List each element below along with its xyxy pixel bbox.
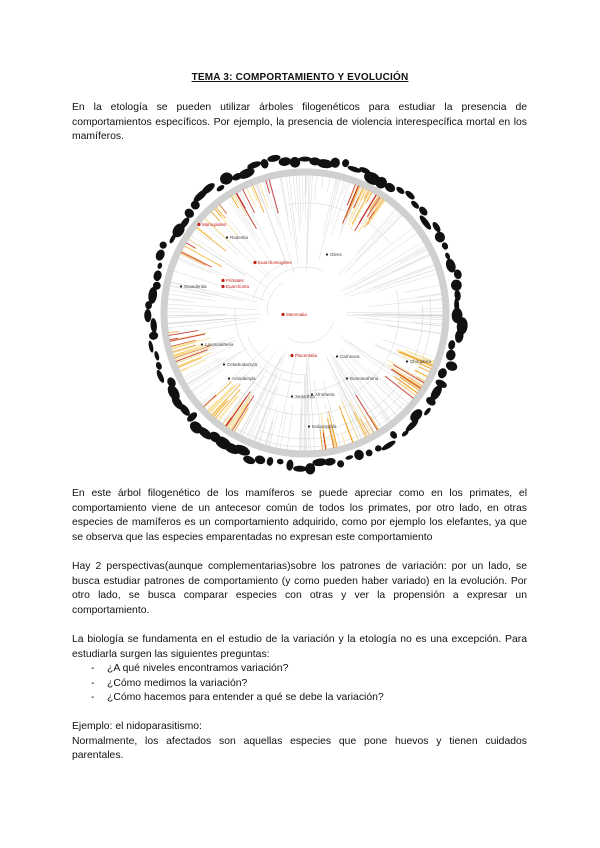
clade-node: [291, 395, 293, 397]
tree-branch: [413, 300, 442, 303]
clade-labels: [180, 222, 432, 429]
tree-branch: [373, 266, 435, 288]
violence-mark: [181, 253, 207, 265]
tree-branch: [332, 359, 375, 432]
clade-node: [201, 343, 203, 345]
tree-branch: [293, 176, 296, 212]
example-block: [72, 720, 527, 764]
tree-branch: [281, 177, 288, 217]
violence-mark: [168, 331, 178, 333]
clade-label-gray: Afrotheria: [315, 392, 335, 397]
clade-label-gray: Glires: [330, 252, 342, 257]
tree-branch: [368, 392, 391, 421]
tree-branch: [168, 299, 186, 301]
violence-mark: [371, 418, 378, 430]
animal-silhouette-icon: [410, 199, 421, 210]
tree-branch: [404, 265, 434, 276]
tree-arc: [289, 322, 333, 343]
phylogenetic-tree-figure: [140, 148, 470, 478]
animal-silhouette-icon: [312, 458, 328, 467]
clade-node: [226, 236, 228, 238]
clade-node: [326, 253, 328, 255]
animal-silhouette-icon: [431, 221, 442, 234]
animal-silhouette-icon: [166, 376, 178, 389]
tree-branch: [303, 175, 304, 211]
violence-mark: [181, 252, 212, 267]
phylogenetic-tree-svg: [140, 148, 470, 478]
questions-list: [91, 662, 384, 706]
animal-silhouette-icon: [276, 458, 284, 464]
bullet-dash: -: [91, 692, 95, 704]
violence-mark: [415, 370, 427, 376]
list-item: [91, 677, 384, 692]
tree-branch: [188, 239, 246, 276]
tree-branch: [167, 318, 234, 323]
violence-mark: [247, 188, 256, 207]
tree-branch: [341, 242, 424, 292]
violence-mark: [219, 205, 224, 212]
clade-node: [253, 261, 256, 264]
clade-label-gray: Chiroptera: [410, 359, 432, 364]
tree-branch: [265, 181, 279, 227]
animal-silhouette-icon: [254, 454, 267, 465]
animal-silhouette-icon: [365, 448, 374, 457]
paragraph-variation: La biología se fundamenta en el estudio de la variación y la etología no es una excepción. Para estudiarla surgen las siguientes preguntas:: [72, 634, 527, 660]
example-heading: Ejemplo: el nidoparasitismo:: [72, 721, 202, 732]
question-text: ¿Cómo medimos la variación?: [107, 677, 248, 689]
tree-branch: [421, 309, 443, 310]
question-text: ¿Cómo hacemos para entender a qué se debe la variación?: [107, 692, 384, 704]
clade-label-gray: Boreoeutheria: [350, 376, 379, 381]
page-title: TEMA 3: COMPORTAMIENTO Y EVOLUCIÓN: [191, 72, 409, 83]
animal-silhouette-icon: [154, 248, 166, 262]
animal-silhouette-icon: [153, 351, 160, 362]
tree-branch: [167, 320, 224, 325]
tree-branch: [306, 375, 307, 451]
animal-silhouette-icon: [293, 465, 307, 472]
animal-silhouette-icon: [152, 269, 162, 281]
clade-label-gray: Carnivora: [340, 354, 360, 359]
clade-label-gray: Scandentia: [184, 284, 207, 289]
clade-label-red: Primates: [226, 278, 244, 283]
tree-branch: [335, 179, 337, 188]
animal-silhouette-icon: [353, 448, 366, 461]
tree-branch: [323, 179, 336, 237]
tree-branch: [372, 212, 399, 241]
clade-label-red: Mammalia: [286, 312, 307, 317]
paragraph-perspectives: Hay 2 perspectivas(aunque complementarias)sobre los patrones de variación: por un lado, se busca estudiar patrones de comportamiento (y como pueden haber variado) en la evolución. Por otro lado, se busca comparar especies con otras y ver la propensión a expresar un comportamiento.: [72, 561, 527, 616]
tree-branch: [351, 356, 406, 407]
tree-arc: [267, 282, 283, 314]
animal-silhouette-icon: [155, 361, 163, 370]
tree-branch: [257, 184, 261, 196]
tree-branch: [300, 408, 302, 451]
tree-branch: [342, 181, 346, 195]
tree-branch: [346, 312, 443, 313]
animal-silhouette-icon: [157, 262, 163, 269]
tree-branch: [280, 177, 291, 238]
tree-branch: [257, 184, 285, 259]
paragraph-tree-explanation: En este árbol filogenético de los mamíferos se puede apreciar como en los primates, el comportamiento viene de un antecesor común de todos los primates, por otro lado, en otras especies de mamíferos es un comportamiento adquirido, como por ejemplo los elefantes, ya que se observa que las especies emparentadas no expresan este comportamiento: [72, 488, 527, 543]
tree-branch: [276, 352, 297, 448]
tree-branch: [351, 383, 381, 428]
clade-node: [180, 285, 182, 287]
tree-arc: [253, 262, 288, 299]
list-item: [91, 662, 384, 677]
animal-silhouette-icon: [150, 318, 158, 333]
bullet-dash: -: [91, 677, 95, 689]
tree-branch: [167, 309, 193, 310]
tree-branch: [269, 434, 272, 446]
tree-branch: [201, 393, 213, 404]
clade-label-gray: Eulipotyphla: [312, 424, 337, 429]
clade-label-red: Euarchonta: [226, 284, 250, 289]
violence-mark: [189, 239, 203, 248]
animal-silhouette-icon: [336, 460, 344, 469]
animal-silhouette-icon: [445, 349, 457, 362]
clade-label-gray: Cetartiodactyla: [227, 362, 258, 367]
animal-silhouette-icon: [447, 340, 456, 351]
tree-branch: [356, 254, 430, 289]
clade-label-red: Placentalia: [295, 353, 318, 358]
clade-label-gray: Rodentia: [230, 235, 249, 240]
animal-silhouette-icon: [445, 360, 459, 373]
clade-node: [221, 279, 224, 282]
tree-branch: [319, 180, 340, 260]
clade-label-gray: Laurasiatheria: [205, 342, 234, 347]
animal-silhouette-icon: [148, 340, 155, 353]
tree-branch: [355, 214, 401, 262]
violence-mark: [356, 417, 366, 438]
tree-branch: [287, 405, 293, 449]
clade-label-gray: Artiodactyla: [232, 376, 256, 381]
animal-silhouette-icon: [242, 454, 256, 465]
tree-branch: [314, 176, 316, 202]
clade-node: [281, 313, 284, 316]
tree-branch: [195, 383, 213, 397]
violence-mark: [342, 433, 346, 445]
animal-silhouette-icon: [155, 369, 165, 384]
tree-branch: [228, 390, 254, 428]
tree-branch: [400, 294, 442, 300]
tree-branch: [322, 176, 323, 187]
tree-branch: [289, 176, 297, 249]
animal-silhouette-icon: [423, 407, 432, 417]
clade-node: [406, 360, 408, 362]
tree-arc: [308, 374, 354, 391]
clade-node: [197, 223, 200, 226]
tree-branch: [256, 184, 288, 267]
animal-silhouette-icon: [404, 189, 416, 201]
tree-branch: [383, 400, 397, 416]
tree-branch: [310, 175, 312, 221]
animal-silhouette-icon: [380, 439, 396, 452]
list-item: [91, 691, 384, 706]
tree-branch: [167, 318, 240, 324]
animal-silhouette-icon: [345, 454, 354, 460]
animal-silhouette-icon: [441, 241, 450, 250]
tree-branch: [299, 175, 301, 226]
animal-silhouette-icon: [417, 205, 429, 217]
animal-silhouette-icon: [450, 279, 463, 292]
violence-mark: [234, 195, 247, 216]
tree-branch: [308, 353, 315, 450]
animal-silhouette-icon: [395, 185, 406, 195]
animal-silhouette-icon: [433, 230, 447, 244]
tree-branch: [327, 177, 330, 192]
tree-branch: [251, 418, 260, 440]
animal-silhouette-icon: [216, 184, 226, 193]
tree-branch: [255, 371, 283, 442]
animal-silhouette-icon: [389, 430, 399, 440]
tree-branch: [404, 285, 440, 293]
tree-branch: [239, 357, 281, 434]
clade-node: [290, 354, 293, 357]
tree-branch: [393, 255, 430, 272]
tree-arc: [235, 309, 302, 383]
tree-branch: [379, 410, 389, 423]
clade-node: [228, 377, 230, 379]
tree-branch: [417, 294, 441, 298]
clade-node: [221, 285, 224, 288]
clade-label-red: Marsupiales: [202, 222, 227, 227]
animal-silhouette-icon: [374, 444, 383, 453]
animal-silhouette-icon: [158, 240, 168, 250]
tree-branch: [344, 341, 417, 394]
violence-mark: [169, 331, 198, 336]
animal-silhouette-icon: [286, 459, 294, 471]
tree-branch: [377, 250, 428, 276]
tree-branch: [280, 411, 287, 449]
tree-branch: [386, 326, 441, 335]
clade-label-red: Euarchontoglires: [258, 260, 292, 265]
tree-branch: [192, 378, 212, 392]
clade-label-gray: Xenarthra: [295, 394, 315, 399]
violence-mark: [197, 227, 212, 239]
clade-node: [308, 425, 310, 427]
clade-node: [336, 355, 338, 357]
animal-silhouette-icon: [266, 456, 274, 466]
question-text: ¿A qué niveles encontramos variación?: [107, 663, 289, 674]
tree-branch: [369, 299, 443, 307]
violence-mark: [182, 251, 201, 261]
bullet-dash: -: [91, 663, 95, 674]
clade-node: [346, 377, 348, 379]
clade-node: [223, 363, 225, 365]
animal-silhouette-icon: [144, 309, 151, 322]
example-text: Normalmente, los afectados son aquellas especies que pone huevos y tienen cuidados parentales.: [72, 735, 527, 762]
tree-branch: [416, 324, 443, 327]
intro-paragraph: En la etología se pueden utilizar árboles filogenéticos para estudiar la presencia de comportamientos específicos. Por ejemplo, la presencia de violencia interespecífica mortal en los mamíferos.: [72, 102, 527, 143]
